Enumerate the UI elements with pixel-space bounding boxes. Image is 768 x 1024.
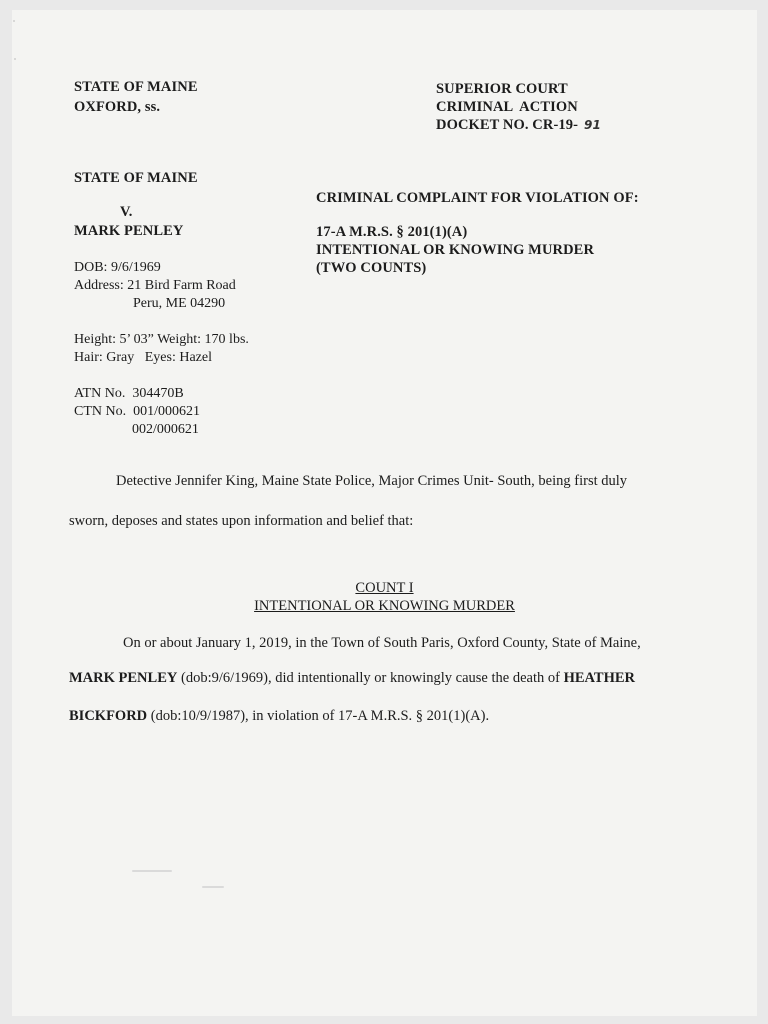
count-subheading: INTENTIONAL OR KNOWING MURDER: [254, 598, 515, 614]
complaint-counts: (TWO COUNTS): [316, 260, 427, 276]
defendant-atn: ATN No. 304470B: [74, 386, 184, 401]
docket-number: DOCKET NO. CR-19-: [436, 117, 579, 133]
scan-speck: [13, 20, 15, 22]
complaint-statute: 17-A M.R.S. § 201(1)(A): [316, 224, 468, 240]
count-heading: COUNT I: [355, 580, 414, 596]
header-state: STATE OF MAINE: [74, 79, 198, 95]
victim-name-last: BICKFORD: [69, 708, 148, 724]
defendant-ctn-2: 002/000621: [132, 422, 199, 437]
count-line-3: [69, 708, 489, 725]
scan-smudge: [132, 870, 172, 872]
caption-defendant: MARK PENLEY: [74, 223, 184, 239]
complaint-offense: INTENTIONAL OR KNOWING MURDER: [316, 242, 595, 258]
complaint-title: CRIMINAL COMPLAINT FOR VIOLATION OF:: [316, 190, 639, 206]
defendant-dob: DOB: 9/6/1969: [74, 260, 161, 275]
document-page: [12, 10, 757, 1016]
scan-speck: [14, 58, 16, 60]
caption-versus: V.: [120, 204, 133, 220]
header-county: OXFORD, ss.: [74, 99, 161, 115]
defendant-height-weight: Height: 5’ 03” Weight: 170 lbs.: [74, 332, 249, 347]
defendant-name: MARK PENLEY: [69, 670, 178, 686]
defendant-address-1: Address: 21 Bird Farm Road: [74, 278, 236, 293]
count-line-2-text: (dob:9/6/1969), did intentionally or knowingly cause the death of: [177, 670, 564, 686]
defendant-ctn-1: CTN No. 001/000621: [74, 404, 200, 419]
defendant-hair-eyes: Hair: Gray Eyes: Hazel: [74, 350, 212, 365]
defendant-address-2: Peru, ME 04290: [133, 296, 226, 311]
intro-line-2: sworn, deposes and states upon information and belief that:: [69, 513, 414, 529]
count-line-1: On or about January 1, 2019, in the Town of South Paris, Oxford County, State of Maine,: [123, 635, 641, 651]
docket-handwritten: 91: [584, 118, 601, 132]
header-court: SUPERIOR COURT: [436, 81, 568, 97]
count-line-3-text: (dob:10/9/1987), in violation of 17-A M.R.S. § 201(1)(A).: [147, 708, 490, 724]
header-action: CRIMINAL ACTION: [436, 99, 578, 115]
scan-smudge: [202, 886, 224, 888]
header-docket: [436, 117, 601, 134]
caption-plaintiff: STATE OF MAINE: [74, 170, 198, 186]
count-line-2: [69, 670, 635, 687]
victim-name-first: HEATHER: [563, 670, 636, 686]
intro-line-1: Detective Jennifer King, Maine State Police, Major Crimes Unit- South, being first duly: [116, 473, 628, 489]
